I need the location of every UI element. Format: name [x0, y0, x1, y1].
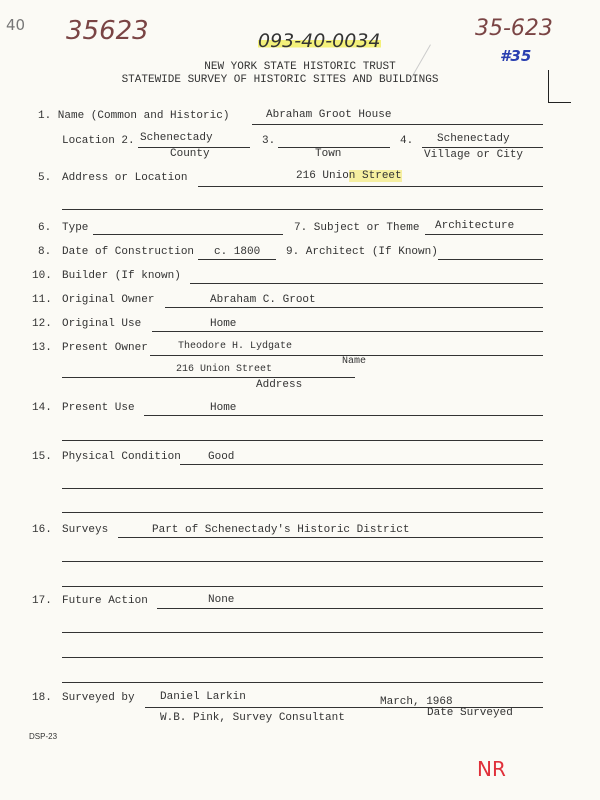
- handwritten-number: 35623: [66, 16, 149, 46]
- original-use-label: Original Use: [62, 318, 142, 330]
- subject-label: 7. Subject or Theme: [294, 222, 420, 234]
- date-construction-label: Date of Construction: [62, 246, 195, 258]
- surveyed-by-label: Surveyed by: [62, 692, 135, 704]
- surveys-value: Part of Schenectady's Historic District: [152, 524, 410, 536]
- date-construction-value: c. 1800: [214, 246, 261, 258]
- f10-num: 10.: [32, 270, 52, 282]
- item-number: #35: [500, 47, 532, 65]
- f15-num: 15.: [32, 451, 52, 463]
- town-label: Town: [315, 148, 342, 160]
- corner-note: 40: [6, 16, 26, 34]
- village-label: Village or City: [424, 149, 524, 161]
- architect-label: 9. Architect (If Known): [286, 246, 438, 258]
- inventory-number: 093-40-0034: [258, 30, 381, 52]
- consultant-name: W.B. Pink, Survey Consultant: [160, 712, 345, 724]
- future-action-value: None: [208, 594, 235, 606]
- f13-num: 13.: [32, 342, 52, 354]
- surveys-label: Surveys: [62, 524, 109, 536]
- county-label: County: [170, 148, 210, 160]
- address-label: Address or Location: [62, 172, 188, 184]
- present-use-label: Present Use: [62, 402, 135, 414]
- f11-num: 11.: [32, 294, 52, 306]
- original-owner-value: Abraham C. Groot: [210, 294, 316, 306]
- village-number: 4.: [400, 135, 414, 147]
- f16-num: 16.: [32, 524, 52, 536]
- header-subtitle: STATEWIDE SURVEY OF HISTORIC SITES AND BUILDINGS: [121, 74, 439, 86]
- f12-num: 12.: [32, 318, 52, 330]
- present-use-value: Home: [210, 402, 237, 414]
- form-code: DSP-23: [29, 732, 58, 741]
- condition-label: Physical Condition: [62, 451, 181, 463]
- nr-annotation: NR: [477, 757, 506, 781]
- county-value: Schenectady: [140, 132, 213, 144]
- date-surveyed-label: Date Surveyed: [427, 707, 513, 719]
- owner-address-value: 216 Union Street: [176, 364, 273, 375]
- condition-value: Good: [208, 451, 235, 463]
- surveyed-by-value: Daniel Larkin: [160, 691, 246, 703]
- f14-num: 14.: [32, 402, 52, 414]
- f8-num: 8.: [38, 246, 52, 258]
- owner-name-label: Name: [342, 356, 367, 367]
- original-use-value: Home: [210, 318, 237, 330]
- future-action-label: Future Action: [62, 595, 148, 607]
- original-owner-label: Original Owner: [62, 294, 155, 306]
- present-owner-value: Theodore H. Lydgate: [178, 341, 293, 352]
- subject-value: Architecture: [435, 220, 515, 232]
- name-value: Abraham Groot House: [266, 109, 392, 121]
- owner-address-label: Address: [256, 379, 303, 391]
- f6-num: 6.: [38, 222, 52, 234]
- type-label: Type: [62, 222, 89, 234]
- present-owner-label: Present Owner: [62, 342, 148, 354]
- town-number: 3.: [262, 135, 276, 147]
- survey-date-value: March, 1968: [380, 696, 453, 708]
- header-title: NEW YORK STATE HISTORIC TRUST: [204, 61, 396, 73]
- village-value: Schenectady: [437, 133, 510, 145]
- f18-num: 18.: [32, 692, 52, 704]
- handwritten-number-right: 35-623: [475, 16, 553, 41]
- address-value: 216 Union Street: [296, 170, 402, 182]
- name-label: 1. Name (Common and Historic): [38, 110, 230, 122]
- builder-label: Builder (If known): [62, 270, 181, 282]
- f5-num: 5.: [38, 172, 52, 184]
- location-label: Location 2.: [62, 135, 135, 147]
- f17-num: 17.: [32, 595, 52, 607]
